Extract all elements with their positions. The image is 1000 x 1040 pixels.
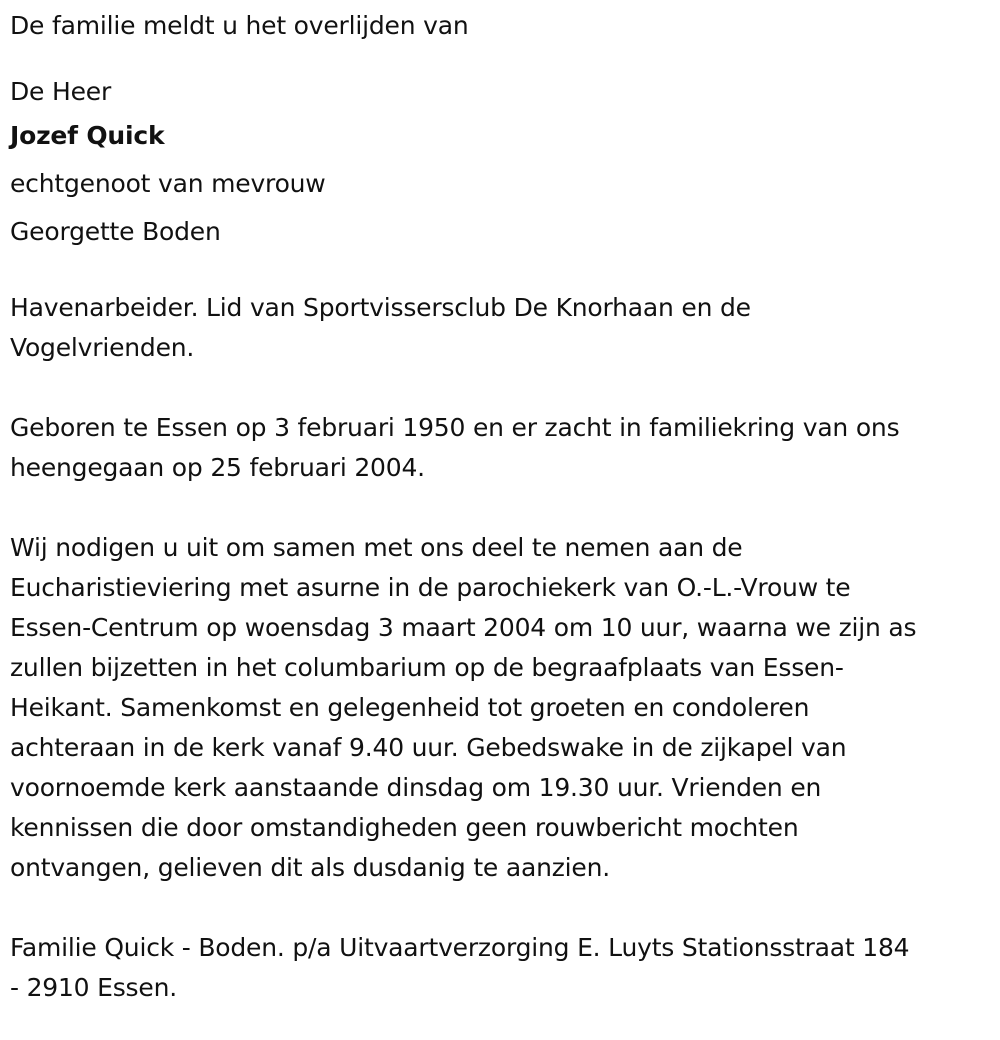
intro-text: De familie meldt u het overlijden van (10, 11, 469, 40)
deceased-name: Jozef Quick (10, 121, 165, 150)
contact-line: Familie Quick - Boden. p/a Uitvaartverzorging E. Luyts Stationsstraat 184 (10, 933, 910, 962)
invitation-line: achteraan in de kerk vanaf 9.40 uur. Gebedswake in de zijkapel van (10, 733, 847, 762)
contact-paragraph (10, 928, 995, 1008)
honorific: De Heer (10, 77, 112, 106)
spouse-name: Georgette Boden (10, 217, 221, 246)
invitation-line: zullen bijzetten in het columbarium op de begraafplaats van Essen- (10, 653, 844, 682)
birth-death-line: Geboren te Essen op 3 februari 1950 en er zacht in familiekring van ons (10, 413, 900, 442)
obituary-notice (10, 0, 995, 1008)
invitation-line: ontvangen, gelieven dit als dusdanig te aanzien. (10, 853, 610, 882)
occupation-line: Vogelvrienden. (10, 333, 195, 362)
invitation-line: Essen-Centrum op woensdag 3 maart 2004 om 10 uur, waarna we zijn as (10, 613, 917, 642)
occupation-paragraph (10, 288, 995, 368)
invitation-line: Wij nodigen u uit om samen met ons deel te nemen aan de (10, 533, 743, 562)
invitation-line: Eucharistieviering met asurne in de parochiekerk van O.-L.-Vrouw te (10, 573, 851, 602)
contact-line: - 2910 Essen. (10, 973, 177, 1002)
spouse-prefix: echtgenoot van mevrouw (10, 169, 326, 198)
invitation-paragraph (10, 528, 995, 888)
invitation-line: Heikant. Samenkomst en gelegenheid tot groeten en condoleren (10, 693, 810, 722)
birth-death-line: heengegaan op 25 februari 2004. (10, 453, 425, 482)
invitation-line: voornoemde kerk aanstaande dinsdag om 19.30 uur. Vrienden en (10, 773, 822, 802)
occupation-line: Havenarbeider. Lid van Sportvissersclub De Knorhaan en de (10, 293, 751, 322)
birth-death-paragraph (10, 408, 995, 488)
invitation-line: kennissen die door omstandigheden geen rouwbericht mochten (10, 813, 799, 842)
